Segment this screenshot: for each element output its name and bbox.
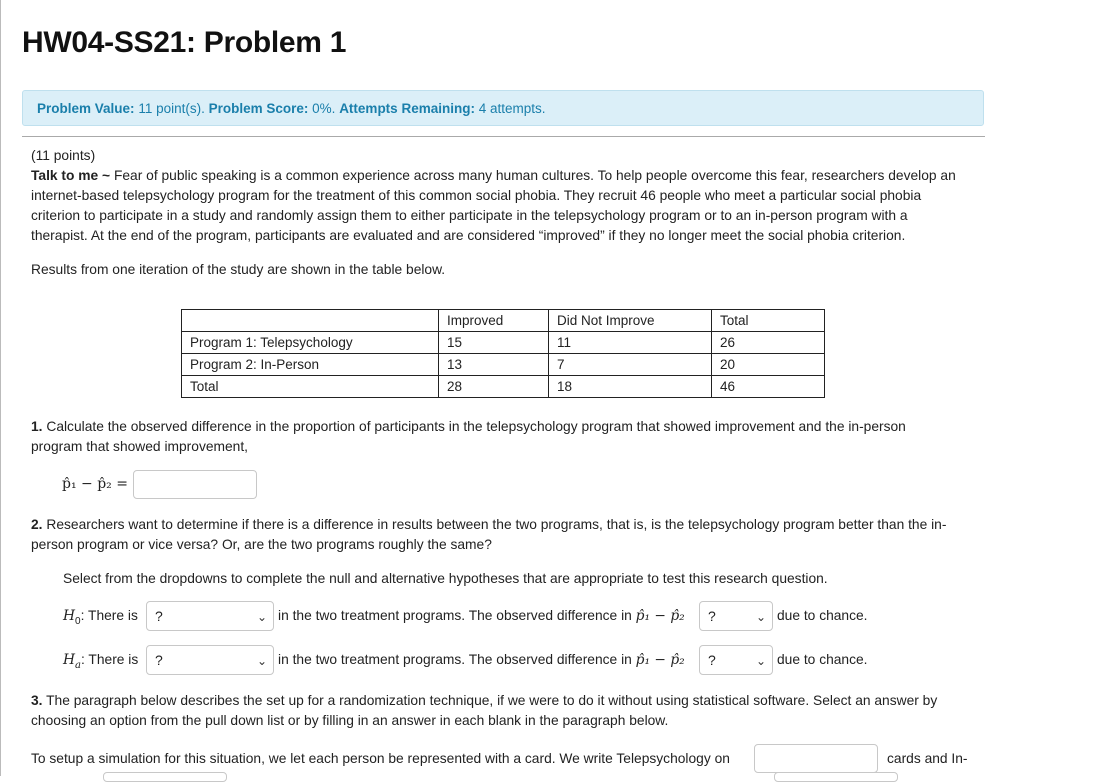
table-cell bbox=[182, 310, 439, 332]
table-cell: 7 bbox=[549, 354, 712, 376]
table-cell: 20 bbox=[712, 354, 825, 376]
table-row bbox=[182, 376, 825, 398]
alt-hypothesis-end: due to chance. bbox=[777, 652, 868, 667]
q3-number: 3. bbox=[31, 693, 43, 708]
attempts-remaining: 4 attempts. bbox=[478, 101, 546, 116]
q3-setup-text-after: cards and In- bbox=[887, 751, 968, 766]
chevron-down-icon: ⌄ bbox=[755, 610, 766, 624]
q2-instruction: Select from the dropdowns to complete the null and alternative hypotheses that are appropriate to test this research question. bbox=[63, 571, 828, 586]
table-header: Total bbox=[712, 310, 825, 332]
q2-number: 2. bbox=[31, 517, 43, 532]
problem-score-label: Problem Score: bbox=[208, 101, 309, 116]
table-row bbox=[182, 332, 825, 354]
intro-line: criterion to participate in a study and randomly assign them to either participate in the telepsychology program or to an in-person program with a bbox=[31, 208, 908, 223]
q1-equation-label: p̂₁ − p̂₂ = bbox=[62, 476, 128, 492]
q3-setup-text: To setup a simulation for this situation, we let each person be represented with a card. We write Telepsychology on bbox=[31, 751, 730, 766]
intro-lead: Talk to me ~ bbox=[31, 168, 111, 183]
q1-number: 1. bbox=[31, 419, 43, 434]
attempts-label: Attempts Remaining: bbox=[339, 101, 475, 116]
intro-line: Talk to me ~ Fear of public speaking is a common experience across many human cultures. To help people overcome this fear, researchers develop an bbox=[31, 168, 956, 183]
table-cell: 13 bbox=[439, 354, 549, 376]
question-3: 3. The paragraph below describes the set up for a randomization technique, if we were to do it without using statistical software. Select an answer by choosing an option from the pull down list or by filling in an answer in each blank in the paragraph below. bbox=[31, 693, 938, 728]
table-cell: 46 bbox=[712, 376, 825, 398]
table-cell: 15 bbox=[439, 332, 549, 354]
chevron-down-icon: ⌄ bbox=[256, 654, 267, 668]
alt-hypothesis-label: $H_a$: There is bbox=[63, 652, 139, 671]
problem-value-label: Problem Value: bbox=[37, 101, 135, 116]
divider bbox=[22, 136, 985, 137]
alt-hypothesis-select-1[interactable]: ? ⌄ bbox=[146, 645, 274, 675]
chevron-down-icon: ⌄ bbox=[755, 654, 766, 668]
table-cell: 26 bbox=[712, 332, 825, 354]
q3-next-input-partial[interactable] bbox=[103, 772, 227, 782]
null-hypothesis-middle: in the two treatment programs. The observed difference in p̂₁ − p̂₂ bbox=[278, 608, 685, 624]
results-table bbox=[181, 309, 825, 398]
table-cell: Total bbox=[182, 376, 439, 398]
alt-hypothesis-select-2[interactable]: ? ⌄ bbox=[699, 645, 773, 675]
intro-line: therapist. At the end of the program, participants are evaluated and are considered “improved” if they no longer meet the social phobia criterion. bbox=[31, 228, 906, 243]
question-1: 1. Calculate the observed difference in the proportion of participants in the telepsychology program that showed improvement and the in-person program that showed improvement, bbox=[31, 419, 906, 454]
left-border bbox=[0, 0, 1, 776]
table-cell: Program 1: Telepsychology bbox=[182, 332, 439, 354]
null-hypothesis-select-2[interactable]: ? ⌄ bbox=[699, 601, 773, 631]
q1-answer-input[interactable] bbox=[133, 470, 257, 499]
page-title: HW04-SS21: Problem 1 bbox=[22, 26, 347, 59]
problem-status-bar bbox=[22, 90, 984, 126]
null-hypothesis-select-1[interactable]: ? ⌄ bbox=[146, 601, 274, 631]
intro-line: internet-based telepsychology program for the treatment of this common social phobia. They recruit 46 people who meet a particular social phobia bbox=[31, 188, 922, 203]
results-intro: Results from one iteration of the study are shown in the table below. bbox=[31, 262, 446, 277]
alt-hypothesis-middle: in the two treatment programs. The observed difference in p̂₁ − p̂₂ bbox=[278, 652, 685, 668]
q3-next-input-partial-2[interactable] bbox=[774, 772, 898, 782]
table-header: Improved bbox=[439, 310, 549, 332]
table-cell: 28 bbox=[439, 376, 549, 398]
problem-value: 11 point(s). bbox=[138, 101, 205, 116]
problem-score: 0%. bbox=[312, 101, 336, 116]
null-hypothesis-label: $H_0$: There is bbox=[63, 608, 138, 627]
question-2: 2. Researchers want to determine if there is a difference in results between the two programs, that is, is the telepsychology program better than the in- person program or vice versa? Or, are the two programs roughly the same? bbox=[31, 517, 947, 552]
table-header: Did Not Improve bbox=[549, 310, 712, 332]
null-hypothesis-end: due to chance. bbox=[777, 608, 868, 623]
table-cell: 18 bbox=[549, 376, 712, 398]
table-cell: Program 2: In-Person bbox=[182, 354, 439, 376]
table-cell: 11 bbox=[549, 332, 712, 354]
chevron-down-icon: ⌄ bbox=[256, 610, 267, 624]
q3-telepsychology-cards-input[interactable] bbox=[754, 744, 878, 773]
table-header-row bbox=[182, 310, 825, 332]
problem-points: (11 points) bbox=[31, 148, 96, 163]
table-row bbox=[182, 354, 825, 376]
problem-intro bbox=[31, 166, 991, 246]
